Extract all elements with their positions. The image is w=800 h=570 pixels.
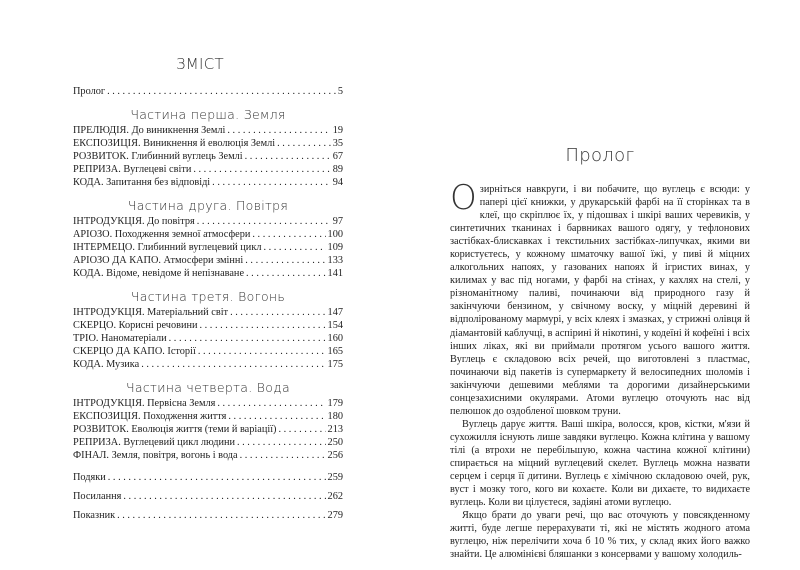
toc-entry-page: 259 [327, 472, 343, 483]
toc-entry-label: Подяки [73, 472, 106, 483]
prologue-body [450, 178, 750, 561]
toc-entry-page: 175 [327, 359, 343, 370]
toc-entry-back-matter[interactable] [73, 509, 343, 522]
toc-entry-page: 97 [332, 216, 343, 227]
toc-leader-dots [198, 345, 326, 358]
toc-leader-dots [240, 449, 326, 462]
toc-entry-page: 67 [332, 151, 343, 162]
toc-entry[interactable] [73, 176, 343, 189]
toc-entry-page: 154 [327, 320, 343, 331]
prologue-title: Пролог [565, 145, 635, 166]
toc-entry-page: 89 [332, 164, 343, 175]
toc-entry[interactable] [73, 397, 343, 410]
toc-entry[interactable] [73, 423, 343, 436]
toc-gap [73, 462, 343, 471]
toc-leader-dots [230, 306, 325, 319]
toc-leader-dots [197, 215, 331, 228]
toc-entry-label: ФІНАЛ. Земля, повітря, вогонь і вода [73, 450, 238, 461]
toc-leader-dots [227, 124, 330, 137]
toc-back-matter [73, 471, 343, 522]
toc-entry-page: 179 [327, 398, 343, 409]
toc-entry-page: 262 [327, 491, 343, 502]
toc-entry[interactable] [73, 410, 343, 423]
toc-entry-label: СКЕРЦО ДА КАПО. Історії [73, 346, 196, 357]
toc-entry-label: АРІОЗО. Походження земної атмосфери [73, 229, 251, 240]
toc-entry-label: ТРІО. Наноматеріали [73, 333, 167, 344]
toc-entry-page: 94 [332, 177, 343, 188]
toc-entry[interactable] [73, 358, 343, 371]
toc-entry[interactable] [73, 332, 343, 345]
toc-entry-prologue[interactable] [73, 85, 343, 98]
toc-entry-label: ЕКСПОЗИЦІЯ. Виникнення й еволюція Землі [73, 138, 276, 149]
toc-entry-page: 100 [327, 229, 343, 240]
toc-entry-label: АРІОЗО ДА КАПО. Атмосфери змінні [73, 255, 244, 266]
right-page [400, 0, 800, 570]
toc-entry[interactable] [73, 449, 343, 462]
toc-entry-page: 180 [327, 411, 343, 422]
toc-part-heading: Частина четверта. Вода [126, 380, 290, 395]
toc-entry-page: 109 [327, 242, 343, 253]
toc-part-heading: Частина перша. Земля [130, 107, 286, 122]
toc-entry[interactable] [73, 436, 343, 449]
toc-entry-page: 147 [327, 307, 343, 318]
table-of-contents [73, 85, 343, 528]
toc-leader-dots [193, 163, 330, 176]
toc-entry[interactable] [73, 319, 343, 332]
toc-entry-page: 256 [327, 450, 343, 461]
toc-leader-dots [217, 397, 325, 410]
prologue-paragraph: Вуглець дарує життя. Ваші шкіра, волосся, кров, кістки, м'язи й сухожилля існують лише завдяки вуглецю. Кожна клітина у вашому тілі (а втрохи не перебільшую, кожна частина кожної клітини) спирається на міцний вуглецевий скелет. Вуглець можна назвати серцем і серця її дитини. Вуглець є хімічною складовою очей, рук, вуст і мозку того, кого ви кохаєте. Коли ви дихаєте, то видихаєте вуглець. Коли ви цілуєтеся, задіяні атоми вуглецю. [450, 418, 750, 509]
toc-entry[interactable] [73, 124, 343, 137]
toc-entry-page: 165 [327, 346, 343, 357]
toc-leader-dots [117, 509, 325, 522]
toc-entry[interactable] [73, 254, 343, 267]
toc-leader-dots [278, 423, 325, 436]
toc-entry[interactable] [73, 215, 343, 228]
toc-entry[interactable] [73, 137, 343, 150]
prologue-paragraph: Якщо брати до уваги речі, що вас оточують у повсякденному житті, буде легше перерахувати ті, які не містять жодного атома вуглецю, ніж перелічити хоча б 10 % тих, у склад яких його важко знайти. Це алюмінієві бляшанки з консервами у вашому холодиль- [450, 510, 750, 561]
toc-leader-dots [228, 410, 325, 423]
toc-entry-label: ІНТРОДУКЦІЯ. Матеріальний світ [73, 307, 229, 318]
toc-entry-page: 19 [332, 125, 343, 136]
toc-leader-dots [123, 490, 325, 503]
toc-entry-page: 5 [337, 86, 343, 97]
drop-cap: О [450, 178, 477, 218]
toc-entry-label: ПРЕЛЮДІЯ. До виникнення Землі [73, 125, 226, 136]
toc-entry-label: Показник [73, 510, 116, 521]
toc-leader-dots [252, 228, 325, 241]
toc-entry-label: СКЕРЦО. Корисні речовини [73, 320, 198, 331]
toc-leader-dots [277, 137, 331, 150]
toc-entry-page: 160 [327, 333, 343, 344]
toc-entry-page: 141 [327, 268, 343, 279]
prologue-paragraph-text: зирніться навкруги, і ви побачите, що вуглець є всюди: у папері цієї книжки, у друкарській фарбі на її сторінках та в клеї, що скріплює їх, у підошвах і шкірі ваших черевиків, у синтетичних тканинах і барвниках вашого одягу, у тефлонових застібках-блискавках і текстильних застібках-липучках, якими ви користуєтесь, у кожному шматочку вашої їжі, у пиві й міцних алкогольних напоях, у газованих напоях й ігристих винах, у килимах у вас під ногами, у фарбі на стінах, у кахлях на стелі, у різноманітному паливі, починаючи від природного газу й закінчуючи бензином, у свічному воску, у міцній деревині й відполірованому мармурі, у всіх клеях і змазках, у стрижні олівця й діамантовій каблучці, в аспірині й нікотині, у кодеїні й кофеїні і всіх інших ліках, які ви приймали протягом усього вашого життя. Вуглець є складовою всіх речей, що виготовлені з пластмас, починаючи від пакетів із супермаркету й велосипедних шоломів і закінчуючи дешевими меблями та дорогими дизайнерськими сонцезахисними окулярами. Атоми вуглецю оточують нас від пелюшок до оздобленої шовком труни. [450, 184, 750, 417]
toc-entry-label: Пролог [73, 86, 106, 97]
toc-entry[interactable] [73, 306, 343, 319]
toc-parts [73, 108, 343, 462]
toc-leader-dots [108, 471, 326, 484]
toc-entry-label: ІНТРОДУКЦІЯ. До повітря [73, 216, 195, 227]
toc-entry-label: РЕПРИЗА. Вуглецеві світи [73, 164, 192, 175]
toc-entry-label: РОЗВИТОК. Еволюція життя (теми й варіації) [73, 424, 277, 435]
toc-title: ЗМІСТ [175, 55, 225, 73]
toc-leader-dots [141, 358, 325, 371]
toc-leader-dots [245, 150, 331, 163]
toc-entry-label: ІНТРОДУКЦІЯ. Первісна Земля [73, 398, 216, 409]
toc-entry-label: РЕПРИЗА. Вуглецевий цикл людини [73, 437, 235, 448]
prologue-paragraph [450, 178, 750, 418]
toc-entry-page: 279 [327, 510, 343, 521]
toc-entry[interactable] [73, 241, 343, 254]
toc-entry-page: 35 [332, 138, 343, 149]
toc-entry-page: 213 [327, 424, 343, 435]
toc-entry-label: РОЗВИТОК. Глибинний вуглець Землі [73, 151, 243, 162]
toc-entry-page: 250 [327, 437, 343, 448]
toc-entry[interactable] [73, 267, 343, 280]
toc-leader-dots [263, 241, 325, 254]
toc-entry[interactable] [73, 163, 343, 176]
toc-entry-label: Посилання [73, 491, 122, 502]
toc-leader-dots [246, 267, 326, 280]
toc-entry-back-matter[interactable] [73, 490, 343, 503]
toc-entry-label: КОДА. Запитання без відповіді [73, 177, 211, 188]
toc-entry-label: ЕКСПОЗИЦІЯ. Походження життя [73, 411, 227, 422]
toc-entry-label: КОДА. Відоме, невідоме й непізнаване [73, 268, 245, 279]
toc-leader-dots [107, 85, 336, 98]
toc-part-heading: Частина третя. Вогонь [130, 289, 286, 304]
toc-leader-dots [169, 332, 326, 345]
toc-entry[interactable] [73, 150, 343, 163]
toc-entry[interactable] [73, 345, 343, 358]
toc-entry-label: ІНТЕРМЕЦО. Глибинний вуглецевий цикл [73, 242, 262, 253]
toc-leader-dots [245, 254, 325, 267]
toc-leader-dots [237, 436, 326, 449]
toc-entry-label: КОДА. Музика [73, 359, 140, 370]
toc-entry-back-matter[interactable] [73, 471, 343, 484]
toc-leader-dots [200, 319, 326, 332]
toc-leader-dots [212, 176, 331, 189]
toc-entry-page: 133 [327, 255, 343, 266]
toc-entry[interactable] [73, 228, 343, 241]
toc-part-heading: Частина друга. Повітря [127, 198, 289, 213]
